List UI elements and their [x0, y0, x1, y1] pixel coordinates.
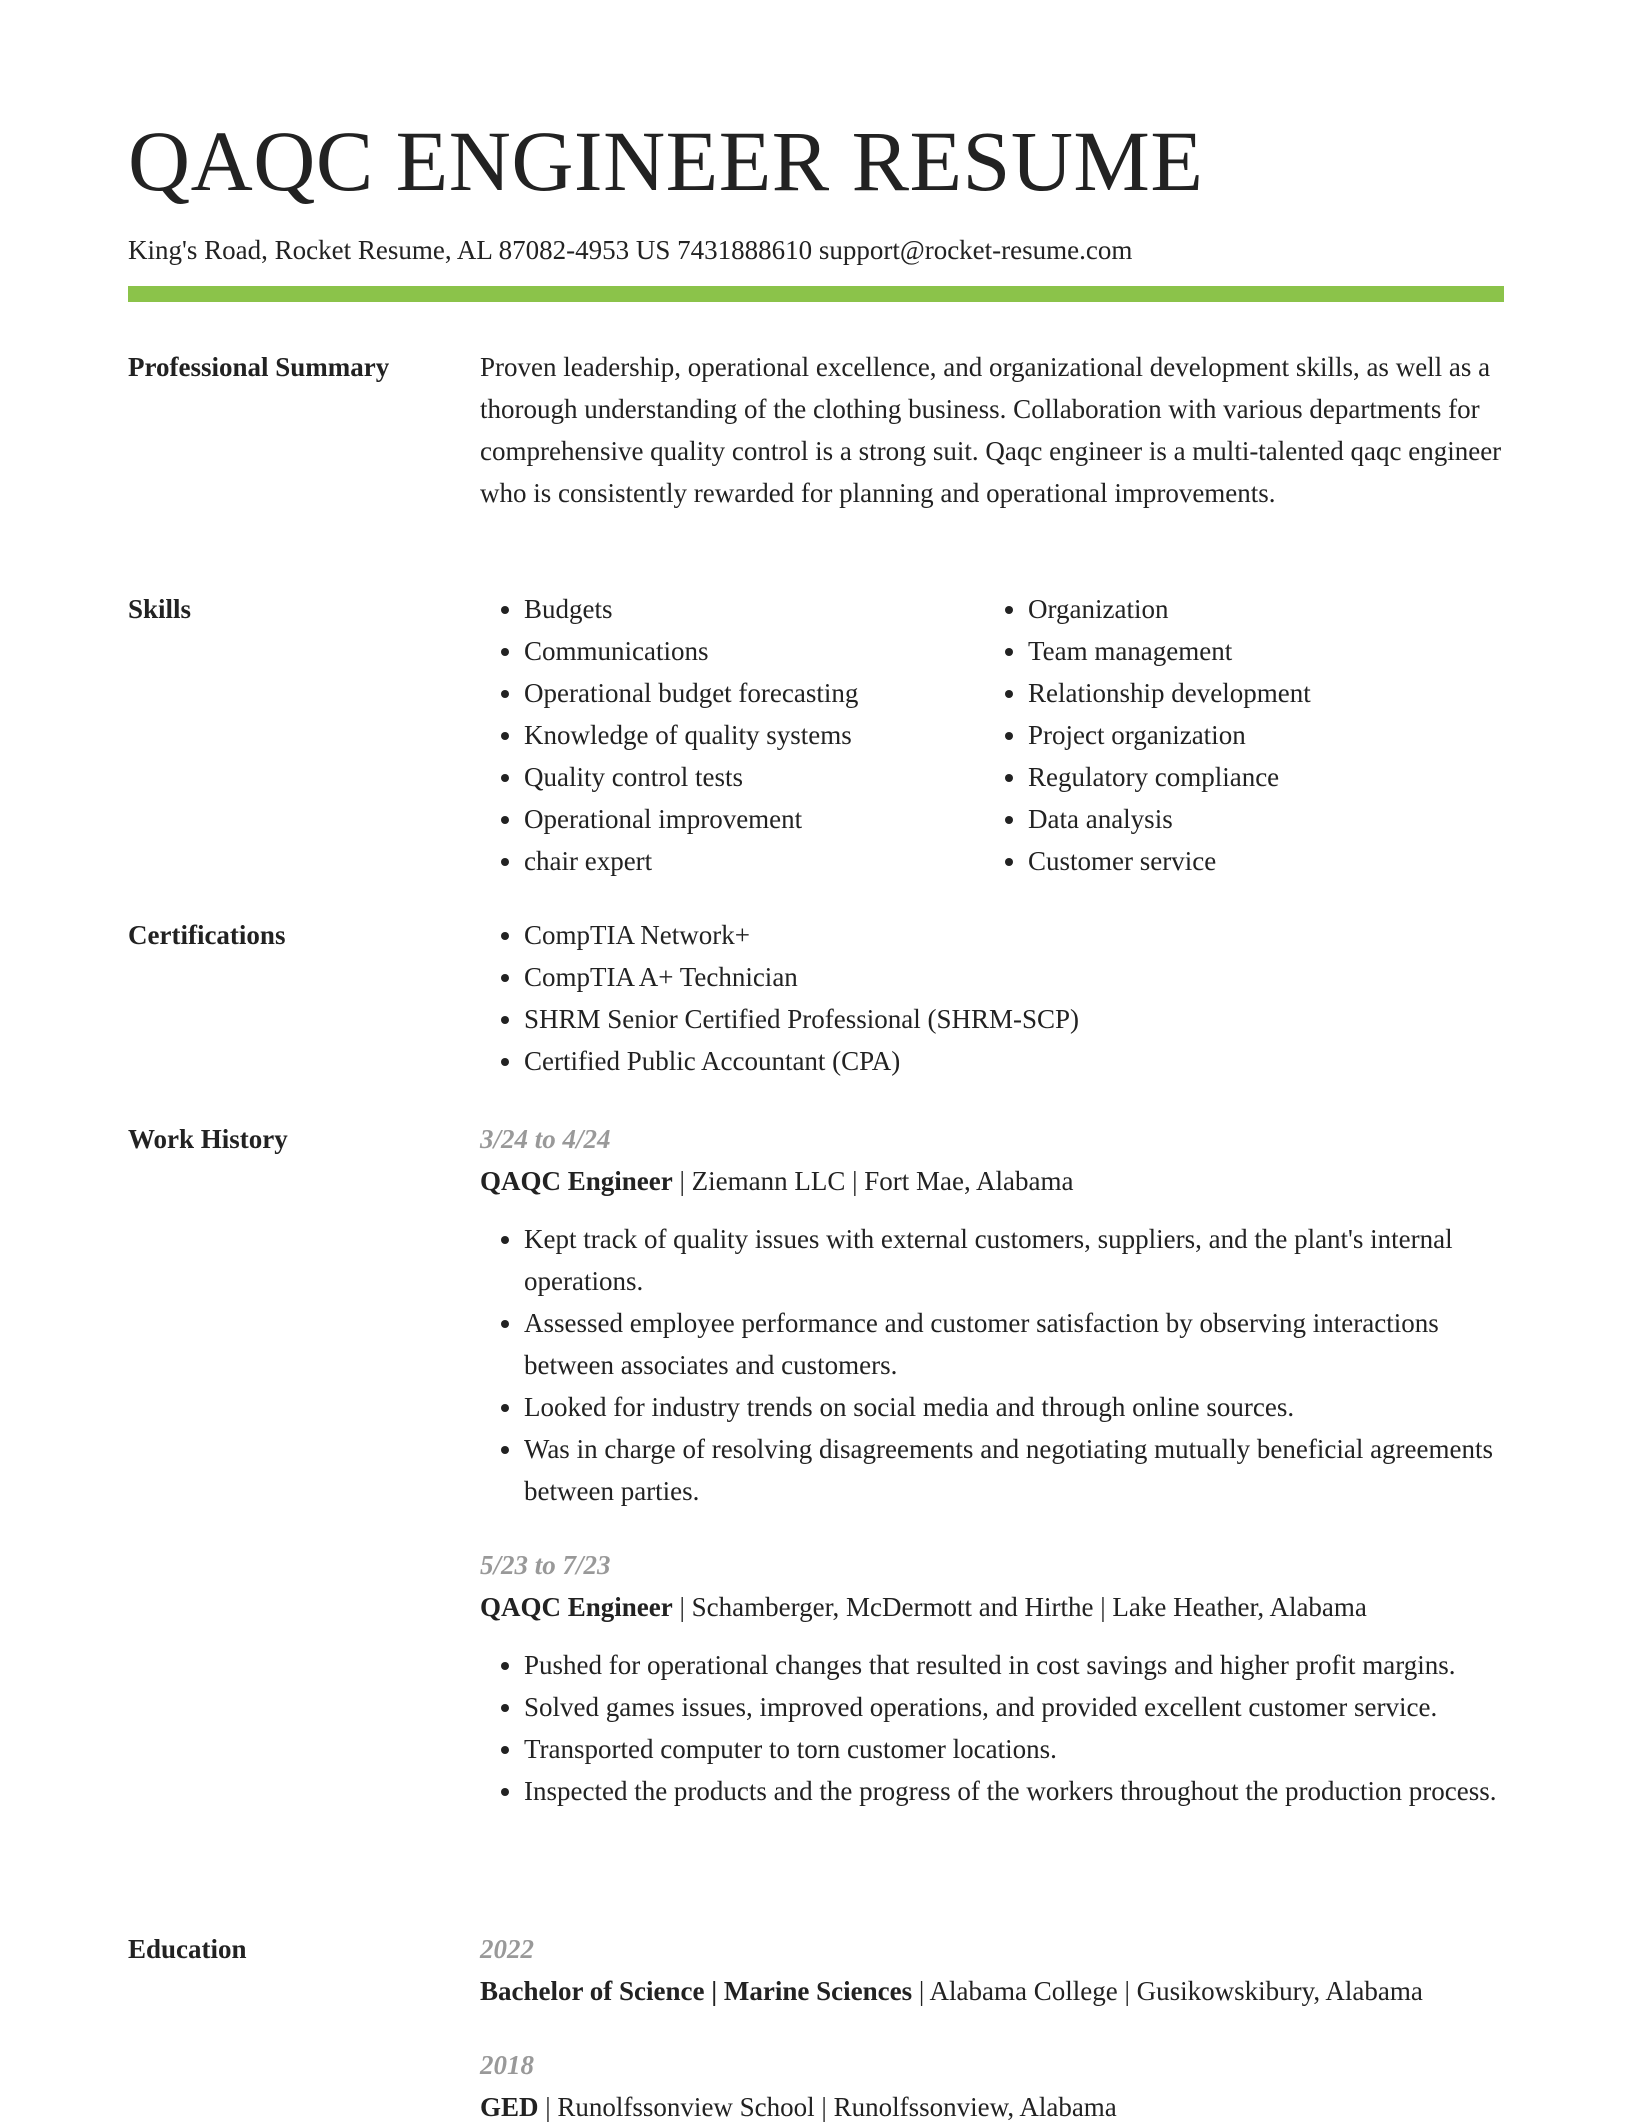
contact-phone: 7431888610 [677, 235, 813, 265]
skills-column-1 [480, 588, 984, 882]
certifications-list [480, 914, 1504, 1082]
work-history-label: Work History [128, 1124, 288, 1154]
job-bullet: • Solved games issues, improved operations, and provided excellent customer service. [524, 1686, 1504, 1728]
job-details: | Ziemann LLC | Fort Mae, Alabama [672, 1166, 1074, 1196]
education-heading [480, 2086, 1504, 2128]
work-history-body [480, 1118, 1504, 1812]
education-year: 2018 [480, 2050, 534, 2080]
page-title: QAQC ENGINEER RESUME [128, 113, 1204, 209]
education-entry [480, 2044, 1504, 2128]
education-details: | Runolfssonview School | Runolfssonview, Alabama [538, 2092, 1117, 2122]
education-degree: Bachelor of Science | Marine Sciences [480, 1976, 913, 2006]
education-heading [480, 1970, 1504, 2012]
job-title: QAQC Engineer [480, 1166, 673, 1196]
job-bullets [480, 1218, 1504, 1512]
job-details: | Schamberger, McDermott and Hirthe | Lake Heather, Alabama [672, 1592, 1367, 1622]
education-details: | Alabama College | Gusikowskibury, Alabama [912, 1976, 1423, 2006]
skills-column-2 [984, 588, 1528, 882]
education-degree: GED [480, 2092, 539, 2122]
certifications-body [480, 914, 1504, 1082]
job-bullet: • Was in charge of resolving disagreements and negotiating mutually beneficial agreements between parties. [524, 1428, 1504, 1512]
job-heading [480, 1586, 1504, 1628]
contact-email: support@rocket-resume.com [818, 235, 1133, 265]
skill-item: • Project organization [1028, 714, 1528, 756]
skill-item: • Operational improvement [524, 798, 984, 840]
summary-text: Proven leadership, operational excellence, and organizational development skills, as well as a thorough understanding of the clothing business. Collaboration with various departments for comprehensive quality control is a strong suit. Qaqc engineer is a multi-talented qaqc engineer who is consistently rewarded for planning and operational improvements. [480, 352, 1502, 508]
skill-item: • Operational budget forecasting [524, 672, 984, 714]
job-bullet: • Looked for industry trends on social media and through online sources. [524, 1386, 1504, 1428]
job-entry [480, 1118, 1504, 1512]
job-bullet: • Assessed employee performance and customer satisfaction by observing interactions between associates and customers. [524, 1302, 1504, 1386]
certification-item: • CompTIA A+ Technician [524, 956, 1504, 998]
education-year: 2022 [480, 1934, 534, 1964]
skills-label: Skills [128, 594, 192, 624]
job-bullets [480, 1644, 1504, 1812]
skill-item: • Budgets [524, 588, 984, 630]
skill-item: • Quality control tests [524, 756, 984, 798]
education-entry [480, 1928, 1504, 2012]
education-body [480, 1928, 1504, 2128]
job-bullet: • Transported computer to torn customer locations. [524, 1728, 1504, 1770]
education-label: Education [128, 1934, 247, 1964]
skill-item: • Organization [1028, 588, 1528, 630]
job-dates: 3/24 to 4/24 [480, 1124, 611, 1154]
certification-item: • CompTIA Network+ [524, 914, 1504, 956]
skill-item: • Team management [1028, 630, 1528, 672]
skill-item: • Relationship development [1028, 672, 1528, 714]
certifications-label: Certifications [128, 920, 286, 950]
job-dates: 5/23 to 7/23 [480, 1550, 611, 1580]
summary-label: Professional Summary [128, 352, 390, 382]
summary-body [480, 346, 1504, 514]
job-title: QAQC Engineer [480, 1592, 673, 1622]
skill-item: • Knowledge of quality systems [524, 714, 984, 756]
certification-item: • SHRM Senior Certified Professional (SHRM-SCP) [524, 998, 1504, 1040]
contact-address: King's Road, Rocket Resume, AL 87082-4953 US [128, 235, 671, 265]
certification-item: • Certified Public Accountant (CPA) [524, 1040, 1504, 1082]
job-bullet: • Inspected the products and the progress of the workers throughout the production process. [524, 1770, 1504, 1812]
job-bullet: • Kept track of quality issues with external customers, suppliers, and the plant's internal operations. [524, 1218, 1504, 1302]
skill-item: • Data analysis [1028, 798, 1528, 840]
header-divider [128, 286, 1504, 302]
skill-item: • chair expert [524, 840, 984, 882]
skills-body [480, 588, 1504, 882]
job-entry [480, 1544, 1504, 1812]
skill-item: • Regulatory compliance [1028, 756, 1528, 798]
contact-line [128, 232, 1132, 268]
skill-item: • Communications [524, 630, 984, 672]
job-bullet: • Pushed for operational changes that resulted in cost savings and higher profit margins. [524, 1644, 1504, 1686]
skill-item: • Customer service [1028, 840, 1528, 882]
job-heading [480, 1160, 1504, 1202]
